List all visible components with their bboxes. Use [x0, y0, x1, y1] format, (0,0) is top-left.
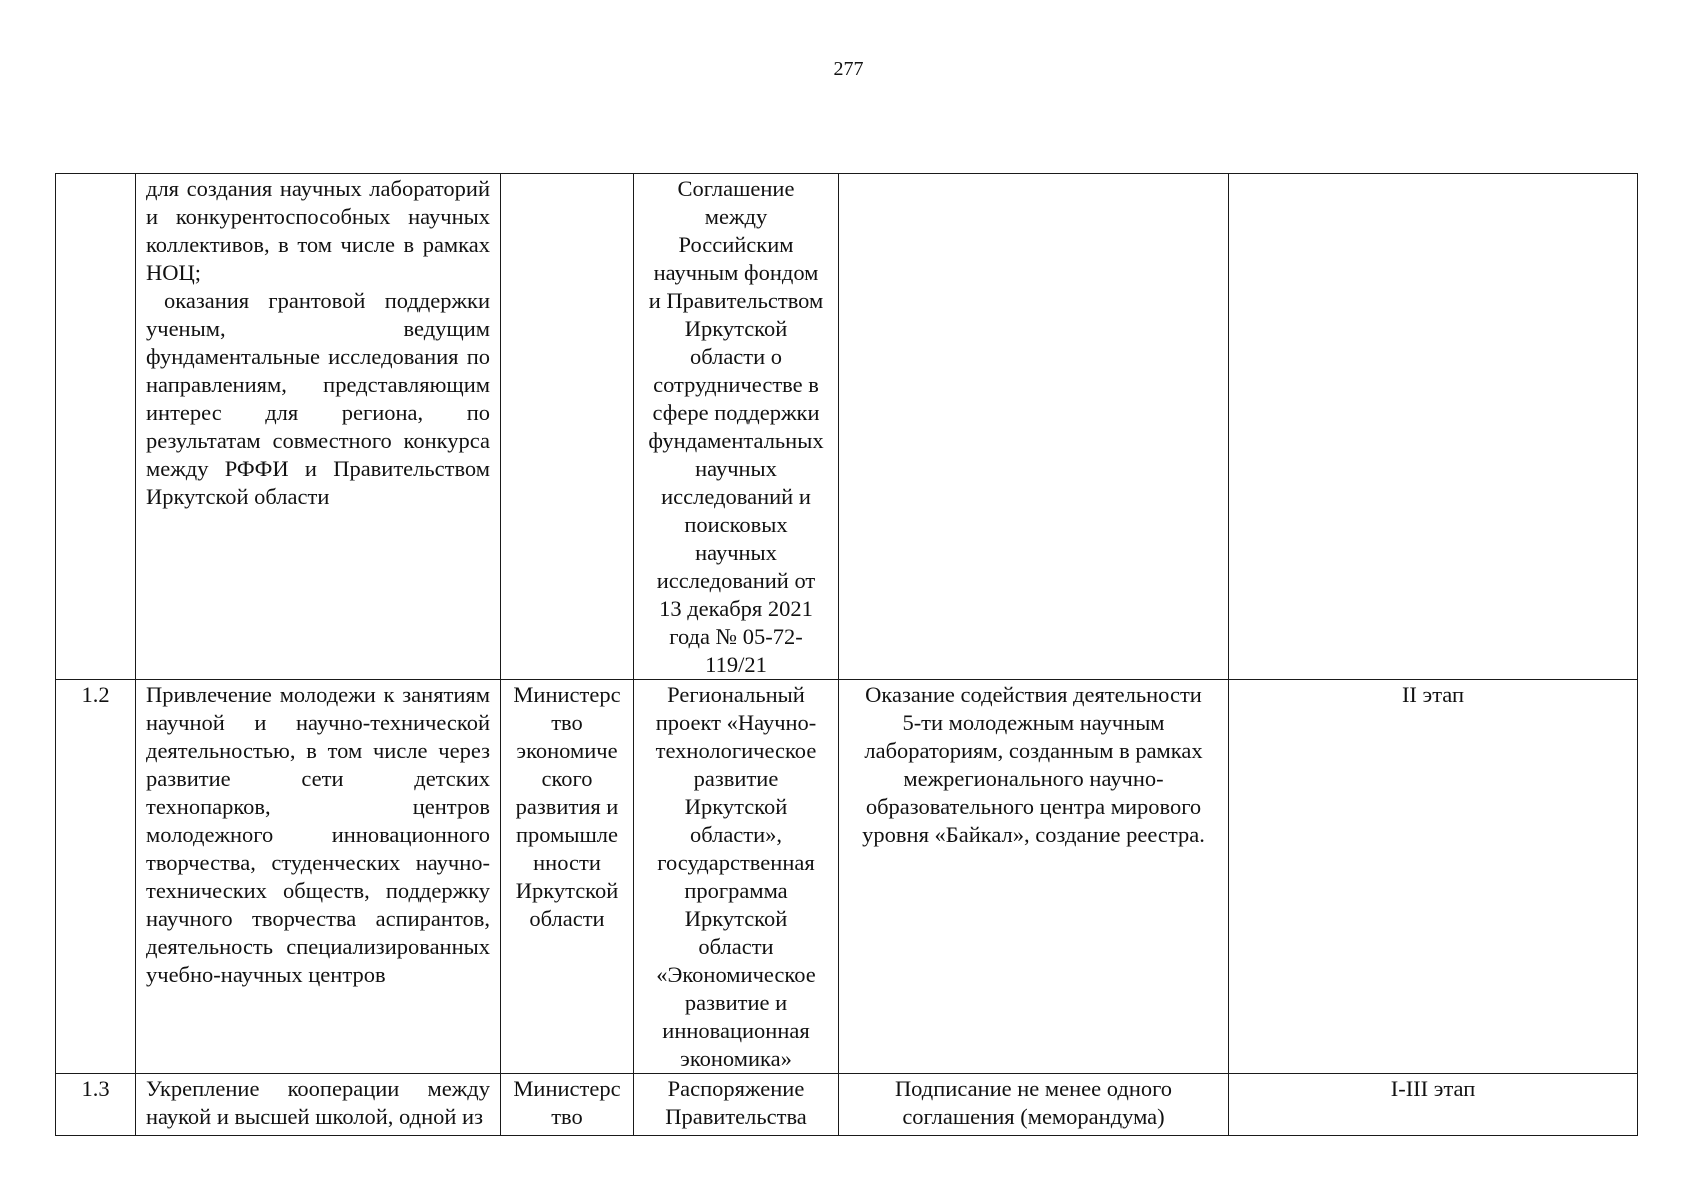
- executor-cell: [501, 1074, 634, 1136]
- basis-line: Распоряжение: [667, 1076, 805, 1101]
- measure-line: между РФФИ и Правительством: [146, 456, 490, 481]
- table-row: [56, 1074, 1638, 1136]
- measure-line: деятельность специализированных: [146, 934, 490, 959]
- executor-line: ского: [541, 766, 593, 791]
- stage-cell: I-III этап: [1229, 1074, 1638, 1136]
- result-line: лабораториям, созданным в рамках: [864, 738, 1203, 763]
- measure-line: научной и научно-технической: [146, 710, 490, 735]
- measure-line: Привлечение молодежи к занятиям: [146, 682, 490, 707]
- executor-line: Иркутской: [515, 878, 619, 903]
- measure-line: фундаментальные исследования по: [146, 344, 490, 369]
- measure-line: развитие сети детских: [146, 766, 490, 791]
- basis-cell: [634, 1074, 839, 1136]
- row-number: 1.3: [56, 1074, 136, 1136]
- executor-line: тво: [551, 710, 583, 735]
- stage-cell: [1229, 174, 1638, 680]
- basis-line: государственная: [657, 850, 815, 875]
- plan-table: [55, 173, 1638, 1136]
- row-number: [56, 174, 136, 680]
- row-number: 1.2: [56, 680, 136, 1074]
- measure-line: НОЦ;: [146, 260, 201, 285]
- executor-line: экономиче: [516, 738, 618, 763]
- basis-cell: [634, 174, 839, 680]
- measure-line: ученым, ведущим: [146, 316, 490, 341]
- basis-line: Соглашение: [677, 176, 795, 201]
- measure-line: коллективов, в том числе в рамках: [146, 232, 490, 257]
- basis-line: 13 декабря 2021: [659, 596, 813, 621]
- basis-line: Иркутской: [684, 794, 788, 819]
- basis-line: Иркутской: [684, 316, 788, 341]
- measure-line: Укрепление кооперации между: [146, 1076, 490, 1101]
- basis-line: технологическое: [655, 738, 817, 763]
- basis-line: исследований от: [656, 568, 816, 593]
- basis-line: Иркутской: [684, 906, 788, 931]
- measure-cell: [136, 1074, 501, 1136]
- measure-line: технопарков, центров: [146, 794, 490, 819]
- basis-line: поисковых: [684, 512, 788, 537]
- basis-line: научных: [695, 540, 777, 565]
- executor-line: развития и: [515, 794, 619, 819]
- measure-line: молодежного инновационного: [146, 822, 490, 847]
- executor-cell: [501, 174, 634, 680]
- basis-line: и Правительством: [648, 288, 824, 313]
- measure-line: деятельностью, в том числе через: [146, 738, 490, 763]
- basis-line: области о: [689, 344, 783, 369]
- stage-cell: II этап: [1229, 680, 1638, 1074]
- basis-line: сфере поддержки: [652, 400, 820, 425]
- basis-line: развитие: [693, 766, 779, 791]
- basis-line: Правительства: [665, 1104, 807, 1129]
- basis-line: Региональный: [667, 682, 805, 707]
- result-line: Подписание не менее одного: [894, 1076, 1173, 1101]
- result-line: Оказание содействия деятельности: [865, 682, 1202, 707]
- measure-line: учебно-научных центров: [146, 962, 386, 987]
- result-line: соглашения (меморандума): [902, 1104, 1165, 1129]
- basis-line: научных: [695, 456, 777, 481]
- basis-line: программа: [684, 878, 788, 903]
- basis-line: проект «Научно-: [655, 710, 817, 735]
- basis-line: экономика»: [680, 1046, 792, 1071]
- measure-line: научного творчества аспирантов,: [146, 906, 490, 931]
- basis-line: развитие и: [684, 990, 788, 1015]
- result-cell: [839, 680, 1229, 1074]
- executor-line: промышле: [515, 822, 618, 847]
- page-number: 277: [833, 58, 864, 80]
- result-line: 5-ти молодежным научным: [902, 710, 1165, 735]
- basis-cell: [634, 680, 839, 1074]
- basis-line: сотрудничестве в: [653, 372, 819, 397]
- basis-line: «Экономическое: [656, 962, 816, 987]
- table-row: [56, 174, 1638, 680]
- executor-line: Министерс: [513, 682, 621, 707]
- basis-line: Российским: [678, 232, 794, 257]
- measure-line: и конкурентоспособных научных: [146, 204, 490, 229]
- measure-line: для создания научных лабораторий: [146, 176, 490, 201]
- measure-cell: [136, 174, 501, 680]
- basis-line: между: [704, 204, 768, 229]
- executor-line: нности: [533, 850, 601, 875]
- executor-line: Министерс: [513, 1076, 621, 1101]
- basis-line: научным фондом: [653, 260, 819, 285]
- executor-cell: [501, 680, 634, 1074]
- executor-line: области: [529, 906, 605, 931]
- measure-line: Иркутской области: [146, 484, 330, 509]
- measure-line: творчества, студенческих научно-: [146, 850, 490, 875]
- result-line: образовательного центра мирового: [865, 794, 1202, 819]
- table-row: [56, 680, 1638, 1074]
- measure-line: результатам совместного конкурса: [146, 428, 490, 453]
- basis-line: области: [698, 934, 774, 959]
- basis-line: фундаментальных: [648, 428, 824, 453]
- basis-line: 119/21: [705, 652, 767, 677]
- result-cell: [839, 174, 1229, 680]
- measure-line: направлениям, представляющим: [146, 372, 490, 397]
- result-line: уровня «Байкал», создание реестра.: [862, 822, 1205, 847]
- executor-line: тво: [551, 1104, 583, 1129]
- basis-line: года № 05-72-: [669, 624, 803, 649]
- result-line: межрегионального научно-: [903, 766, 1164, 791]
- measure-line: технических обществ, поддержку: [146, 878, 490, 903]
- measure-line: наукой и высшей школой, одной из: [146, 1104, 483, 1129]
- measure-line: интерес для региона, по: [146, 400, 490, 425]
- result-cell: [839, 1074, 1229, 1136]
- basis-line: области»,: [689, 822, 783, 847]
- measure-line: оказания грантовой поддержки: [164, 288, 490, 313]
- basis-line: исследований и: [661, 484, 811, 509]
- measure-cell: [136, 680, 501, 1074]
- basis-line: инновационная: [662, 1018, 810, 1043]
